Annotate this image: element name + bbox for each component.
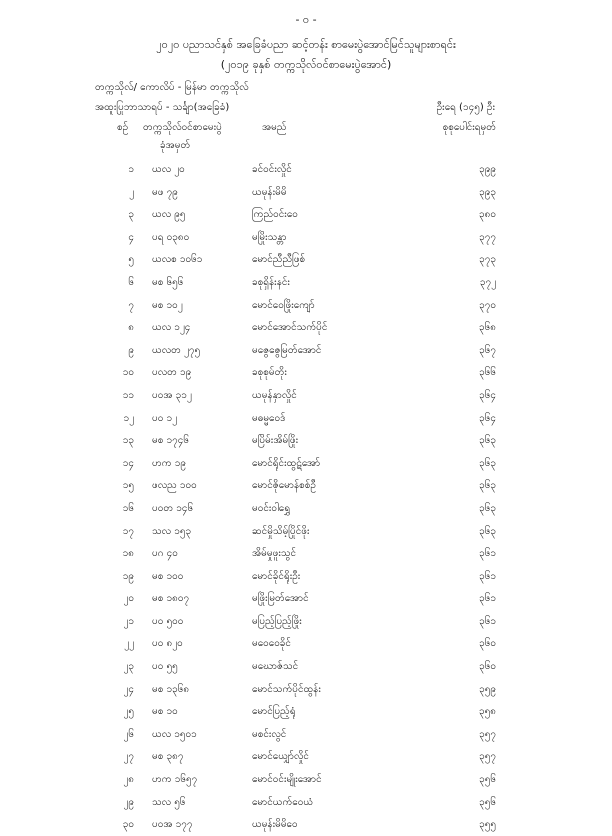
table-row (0, 700, 612, 723)
row-number: ၂၉ (123, 796, 134, 808)
total-marks: ၃၆၁ (479, 593, 496, 605)
roll-number: ယလစ ၁၀၆၁ (152, 254, 203, 266)
total-marks: ၃၆၃ (479, 435, 496, 447)
roll-number: ယလ ၉၅ (152, 209, 186, 221)
student-name: မောင်ယျှော်လှိုင် (252, 751, 309, 763)
row-number: ၃၀ (122, 819, 134, 831)
table-row (0, 361, 612, 384)
table-row (0, 384, 612, 407)
roll-number: မစ ၁၈၀၇ (152, 593, 190, 605)
table-row (0, 226, 612, 249)
table-row (0, 587, 612, 610)
row-number: ၂၈ (123, 774, 134, 786)
row-number: ၁၆ (122, 502, 134, 514)
total-marks: ၃၈၀ (479, 209, 496, 221)
table-row (0, 813, 612, 836)
total-marks: ၃၇၃ (479, 254, 496, 266)
student-name: မောင်ဇိုမောန်စစ်ဦ (252, 480, 316, 492)
table-row (0, 520, 612, 543)
row-number: ၁၄ (122, 457, 134, 469)
total-marks: ၃၇၇ (479, 231, 496, 243)
student-name: ခစုစုမ်တိုး (252, 367, 287, 379)
results-list (0, 158, 612, 836)
table-row (0, 610, 612, 633)
table-row (0, 316, 612, 339)
row-number: ၂၃ (123, 661, 134, 673)
row-number: ၂၁ (123, 615, 134, 627)
student-name: ခစုရှိန်းနင်း (252, 276, 290, 288)
student-name: မဖြိုးမြတ်အောင် (252, 593, 309, 605)
column-header-roll: တက္ကသိုလ်ဝင်စာမေးပွဲ (143, 122, 222, 133)
row-number: ၁၅ (122, 480, 134, 492)
roll-number: မဖ ၇၉ (152, 186, 178, 198)
total-marks: ၃၆၃ (479, 502, 496, 514)
row-number: ၁၀ (122, 367, 134, 379)
roll-number: ယလ ၁၅၀၁ (152, 728, 197, 740)
student-name: ခင်ဝင်းလှိုင် (252, 164, 292, 175)
table-row (0, 158, 612, 181)
total-marks: ၃၆၈ (479, 322, 496, 334)
total-marks: ၃၆၆ (479, 367, 496, 379)
student-name: မပြိမ်းအိမ်ဖြိုး (252, 435, 299, 447)
row-number: ၂၆ (123, 728, 134, 740)
table-row (0, 542, 612, 565)
student-name: ယမုန်းမိမိဝေ (252, 819, 298, 831)
roll-number: မစ ၁၀ (152, 706, 178, 718)
student-name: မောင်ဝင်းမျိုးအောင် (252, 774, 322, 786)
total-marks: ၃၅၆ (479, 774, 496, 786)
table-row (0, 429, 612, 452)
roll-number: ပဝ ၈၂၀ (152, 638, 183, 650)
roll-number: ပဝအ ၁၇၇ (152, 819, 193, 831)
row-number: ၂၄ (123, 683, 134, 695)
total-marks: ၃၆၃ (479, 457, 496, 469)
student-name: မဝင်းဝါရွှေ (252, 502, 291, 514)
row-number: ၂၅ (123, 706, 134, 718)
student-name: မစင်းလွင် (252, 728, 287, 740)
page-number: - ၀ - (295, 13, 317, 26)
total-marks: ၃၇၂ (479, 276, 496, 288)
total-marks: ၃၉၃ (479, 186, 496, 198)
table-row (0, 339, 612, 362)
row-number: ၃ (128, 209, 134, 221)
total-marks: ၃၇၀ (479, 299, 496, 311)
total-marks: ၃၆၁ (479, 570, 496, 582)
row-number: ၁၉ (122, 570, 134, 582)
total-marks: ၃၆၄ (479, 412, 496, 424)
table-row (0, 678, 612, 701)
roll-number: ပလတ ၁၉ (152, 367, 192, 379)
row-number: ၁၃ (122, 435, 134, 447)
row-number: ၂၇ (123, 751, 134, 763)
column-header-roll-sub: ခုံအမှတ် (160, 140, 191, 151)
student-name: မောင်ယက်ဝေယံ (252, 796, 314, 808)
total-marks: ၃၅၅ (479, 819, 496, 831)
total-marks: ၃၆၀ (479, 638, 496, 650)
table-row (0, 452, 612, 475)
row-number: ၁၇ (122, 525, 134, 537)
table-row (0, 497, 612, 520)
roll-number: ပဝ ၅၀၀ (152, 615, 184, 627)
student-name: ယမုန်နှာလှိုင် (252, 389, 297, 401)
total-marks: ၃၅၇ (479, 728, 496, 740)
table-row (0, 203, 612, 226)
student-name: မောင်ဝေဖြိုးကျော် (252, 299, 315, 311)
student-name: မောင်ရိုင်းထွဋ်အော် (252, 457, 321, 469)
column-header-name: အမည် (262, 122, 287, 133)
total-marks: ၃၆၃ (479, 525, 496, 537)
student-name: မောင်အောင်သက်ပိုင် (252, 322, 328, 334)
row-number: ၂၀ (123, 593, 134, 605)
total-marks: ၃၆၃ (479, 480, 496, 492)
roll-number: ပဝအ ၃၁၂ (152, 389, 192, 401)
table-row (0, 632, 612, 655)
row-number: ၁ (128, 164, 134, 175)
table-row (0, 745, 612, 768)
table-row (0, 407, 612, 430)
total-marks: ၃၅၆ (479, 796, 496, 808)
student-name: ကြည်ဝင်းဝေ (252, 209, 298, 221)
row-number: ၂၂ (124, 638, 134, 650)
table-row (0, 655, 612, 678)
student-name: မမြိုးသန္တာ (252, 231, 287, 243)
table-row (0, 791, 612, 814)
roll-number: သလ ၁၅၃ (152, 525, 192, 537)
roll-number: ဖလည ၁၀၀ (152, 480, 197, 492)
university-line: တက္ကသိုလ်/ ကောလိပ် - မြန်မာ တက္ကသိုလ် (95, 82, 249, 93)
total-marks: ၃၆၀ (479, 661, 496, 673)
total-marks: ၃၉၉ (479, 164, 496, 175)
total-count: ဦးရေ (၁၄၅) ဦး (436, 102, 495, 113)
table-row (0, 294, 612, 317)
student-name: ဆင်မှိုသိမ့်ပြိုင်ဖိုး (252, 525, 310, 537)
roll-number: မစ ၃၈၇ (152, 751, 184, 763)
table-row (0, 768, 612, 791)
roll-number: ယလ ၂၀ (152, 164, 185, 175)
student-name: မောင်ခိုင်ရိုးဦး (252, 570, 301, 582)
roll-number: ပဝ ၅၅ (152, 661, 178, 673)
table-row (0, 474, 612, 497)
student-name: မဝေဝေခိုင် (252, 638, 291, 650)
student-name: မဇွေဇွေမြတ်အောင် (252, 344, 322, 356)
table-row (0, 723, 612, 746)
student-name: မဃောဇ်သင် (252, 661, 299, 673)
student-name: ယမုန်းမိမိ (252, 186, 287, 198)
table-row (0, 271, 612, 294)
roll-number: ပဝ ၁၂ (152, 412, 178, 424)
row-number: ၄ (128, 231, 134, 243)
roll-number: မစ ၁၀၂ (152, 299, 183, 311)
student-name: မဓမ္မဝေဒ် (252, 412, 286, 424)
row-number: ၆ (128, 276, 134, 288)
document-title: ၂၀၂၀ ပညာသင်နှစ် အခြေခံပညာ ဆင့်တန်း စာမေးပွဲအောင်မြင်သူများစာရင်း (156, 38, 456, 51)
row-number: ၈ (128, 322, 134, 334)
column-header-marks: စုစုပေါင်းရမှတ် (442, 122, 496, 133)
total-marks: ၃၆၇ (479, 344, 496, 356)
column-header-no: စဉ် (117, 122, 129, 133)
total-marks: ၃၅၇ (479, 751, 496, 763)
roll-number: ဟက ၁၉ (152, 457, 186, 469)
student-name: အိမ်မှုဖူးသွင် (252, 548, 297, 560)
row-number: ၉ (128, 344, 134, 356)
table-row (0, 565, 612, 588)
roll-number: ယလတ ၂၇၅ (152, 344, 201, 356)
student-name: မောင်ပြည့်ရုံ (252, 706, 296, 718)
roll-number: မစ ၆၅၆ (152, 276, 184, 288)
roll-number: ယလ ၁၂၄ (152, 322, 191, 334)
roll-number: မစ ၁၇၄၆ (152, 435, 190, 447)
table-row (0, 248, 612, 271)
roll-number: မစ ၁၀၀ (152, 570, 184, 582)
row-number: ၂ (129, 186, 134, 198)
roll-number: သလ ၅၆ (152, 796, 186, 808)
total-marks: ၃၆၁ (479, 615, 496, 627)
row-number: ၅ (128, 254, 134, 266)
total-marks: ၃၅၈ (479, 706, 496, 718)
subject-line: အထူးပြုဘာသာရပ် - သင်္ချာ(အခြေခံ) (95, 102, 230, 113)
row-number: ၁၂ (123, 412, 134, 424)
row-number: ၇ (128, 299, 134, 311)
roll-number: ပဂ ၄၀ (152, 548, 178, 560)
row-number: ၁၈ (122, 548, 134, 560)
table-row (0, 181, 612, 204)
roll-number: မစ ၁၃၆၈ (152, 683, 190, 695)
student-name: မပြည့်ပြည့်ဖြိုး (252, 615, 302, 627)
roll-number: ပဝတ ၁၄၆ (152, 502, 194, 514)
total-marks: ၃၆၁ (479, 548, 496, 560)
document-subtitle: (၂၀၁၉ ခုနှစ် တက္ကသိုလ်ဝင်စာမေးပွဲအောင်) (220, 58, 392, 71)
row-number: ၁၁ (122, 389, 134, 401)
student-name: မောင်ညီညီဖြစ် (252, 254, 306, 266)
roll-number: ပရ ၀၃၈၀ (152, 231, 190, 243)
roll-number: ဟက ၁၆၅၇ (152, 774, 198, 786)
total-marks: ၃၅၉ (479, 683, 496, 695)
total-marks: ၃၆၄ (479, 389, 496, 401)
student-name: မောင်သက်ပိုင်ထွန်း (252, 683, 321, 695)
